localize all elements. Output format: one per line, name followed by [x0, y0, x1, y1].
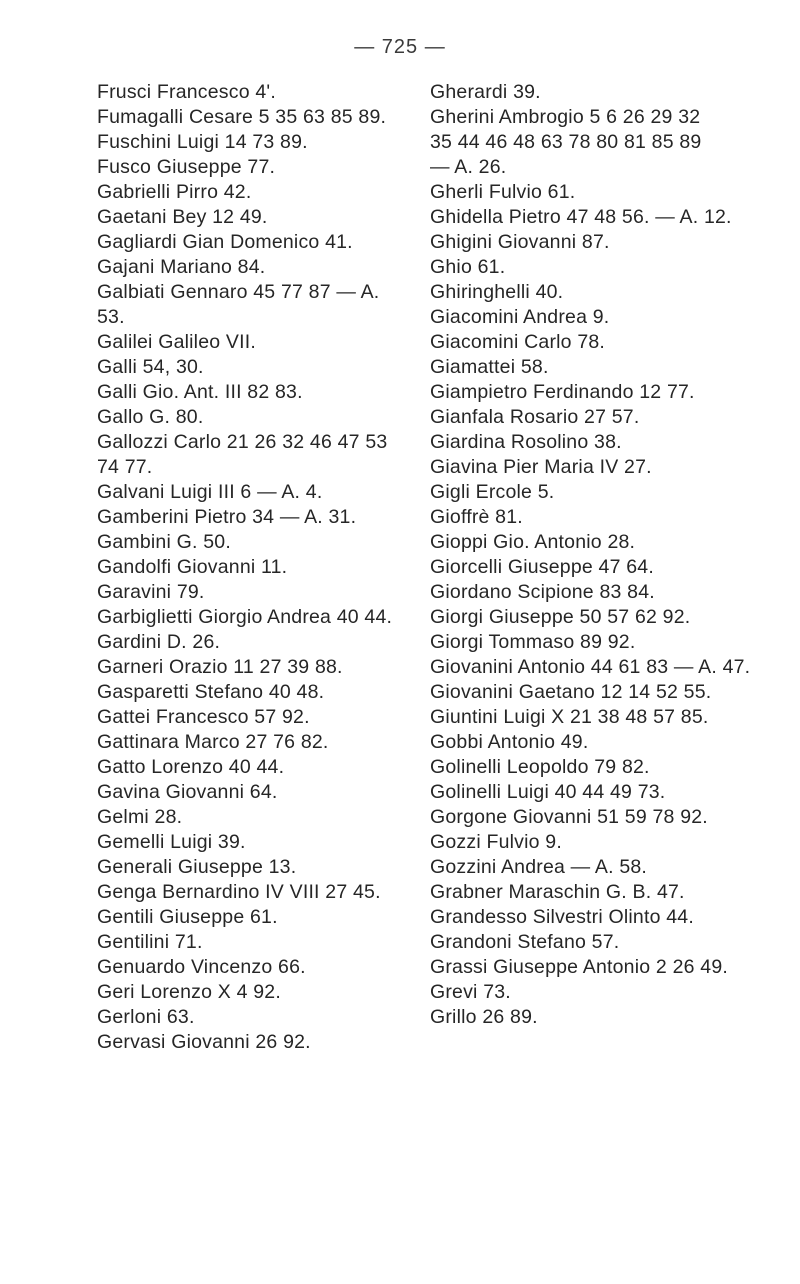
index-entry: Geri Lorenzo X 4 92. [97, 981, 281, 1003]
index-entry: Giuntini Luigi X 21 38 48 57 85. [430, 706, 709, 728]
index-entry: Gherardi 39. [430, 81, 541, 103]
index-entry: Gioffrè 81. [430, 506, 523, 528]
index-entry: Galvani Luigi III 6 — A. 4. [97, 481, 323, 503]
index-entry: Grandoni Stefano 57. [430, 931, 620, 953]
index-entry: Generali Giuseppe 13. [97, 856, 297, 878]
index-column-left [97, 80, 407, 1055]
index-entry: Ghigini Giovanni 87. [430, 231, 610, 253]
index-entry: Grillo 26 89. [430, 1006, 538, 1028]
index-entry: Gagliardi Gian Domenico 41. [97, 231, 353, 253]
index-entry: Golinelli Luigi 40 44 49 73. [430, 781, 666, 803]
index-entry: Giorgi Giuseppe 50 57 62 92. [430, 606, 691, 628]
index-entry: Gorgone Giovanni 51 59 78 92. [430, 806, 708, 828]
index-entry: Fumagalli Cesare 5 35 63 85 89. [97, 106, 387, 128]
index-entry: Gherli Fulvio 61. [430, 181, 576, 203]
index-entry: Gatto Lorenzo 40 44. [97, 756, 285, 778]
index-entry: Ghidella Pietro 47 48 56. — A. 12. [430, 206, 732, 228]
index-entry: Gioppi Gio. Antonio 28. [430, 531, 636, 553]
index-entry: Gelmi 28. [97, 806, 183, 828]
index-entry: Gajani Mariano 84. [97, 256, 266, 278]
index-entry: Ghio 61. [430, 256, 506, 278]
index-entry: Frusci Francesco 4'. [97, 81, 276, 103]
index-entry: Gamberini Pietro 34 — A. 31. [97, 506, 357, 528]
index-entry: Gianfala Rosario 27 57. [430, 406, 640, 428]
index-entry: Gasparetti Stefano 40 48. [97, 681, 325, 703]
index-entry: Gentilini 71. [97, 931, 203, 953]
index-column-right [430, 80, 775, 1030]
index-entry: Galli Gio. Ant. III 82 83. [97, 381, 303, 403]
index-entry: Gozzini Andrea — A. 58. [430, 856, 648, 878]
index-entry: Gervasi Giovanni 26 92. [97, 1031, 311, 1053]
index-entry: Galilei Galileo VII. [97, 331, 256, 353]
index-entry: Fuschini Luigi 14 73 89. [97, 131, 308, 153]
index-entry: Giordano Scipione 83 84. [430, 581, 655, 603]
index-entry: Gentili Giuseppe 61. [97, 906, 278, 928]
index-entry: Giovanini Antonio 44 61 83 — A. 47. [430, 656, 751, 678]
index-entry: Gallo G. 80. [97, 406, 204, 428]
index-entry: Gobbi Antonio 49. [430, 731, 589, 753]
index-entry: Garavini 79. [97, 581, 205, 603]
index-entry: Gandolfi Giovanni 11. [97, 556, 288, 578]
index-entry: Galbiati Gennaro 45 77 87 — A. 53. [97, 281, 380, 328]
index-entry: Gigli Ercole 5. [430, 481, 555, 503]
index-entry: Fusco Giuseppe 77. [97, 156, 276, 178]
index-entry: Genuardo Vincenzo 66. [97, 956, 306, 978]
index-entry: Golinelli Leopoldo 79 82. [430, 756, 650, 778]
index-entry: Grandesso Silvestri Olinto 44. [430, 906, 694, 928]
index-entry: Galli 54, 30. [97, 356, 204, 378]
index-entry: Garneri Orazio 11 27 39 88. [97, 656, 343, 678]
index-entry: Garbiglietti Giorgio Andrea 40 44. [97, 606, 393, 628]
index-entry: Gavina Giovanni 64. [97, 781, 278, 803]
index-entry: Gallozzi Carlo 21 26 32 46 47 53 74 77. [97, 431, 388, 478]
index-entry: Giacomini Andrea 9. [430, 306, 610, 328]
index-entry: Gemelli Luigi 39. [97, 831, 246, 853]
index-entry: Giovanini Gaetano 12 14 52 55. [430, 681, 712, 703]
index-entry: Genga Bernardino IV VIII 27 45. [97, 881, 381, 903]
index-entry: Gardini D. 26. [97, 631, 221, 653]
index-entry: Gerloni 63. [97, 1006, 195, 1028]
index-entry: Giavina Pier Maria IV 27. [430, 456, 652, 478]
index-entry: Gherini Ambrogio 5 6 26 29 32 35 44 46 48 63 78 80 81 85 89 — A. 26. [430, 106, 702, 178]
index-entry: Giorcelli Giuseppe 47 64. [430, 556, 654, 578]
index-entry: Gaetani Bey 12 49. [97, 206, 268, 228]
index-entry: Ghiringhelli 40. [430, 281, 564, 303]
index-entry: Gattinara Marco 27 76 82. [97, 731, 329, 753]
index-entry: Gattei Francesco 57 92. [97, 706, 310, 728]
index-entry: Grevi 73. [430, 981, 511, 1003]
index-entry: Gambini G. 50. [97, 531, 231, 553]
index-entry: Gozzi Fulvio 9. [430, 831, 562, 853]
index-entry: Giampietro Ferdinando 12 77. [430, 381, 695, 403]
page-number: — 725 — [354, 36, 446, 58]
index-entry: Giamattei 58. [430, 356, 549, 378]
index-entry: Grassi Giuseppe Antonio 2 26 49. [430, 956, 729, 978]
index-entry: Giardina Rosolino 38. [430, 431, 622, 453]
index-entry: Gabrielli Pirro 42. [97, 181, 252, 203]
index-entry: Grabner Maraschin G. B. 47. [430, 881, 685, 903]
index-entry: Giacomini Carlo 78. [430, 331, 606, 353]
index-entry: Giorgi Tommaso 89 92. [430, 631, 636, 653]
